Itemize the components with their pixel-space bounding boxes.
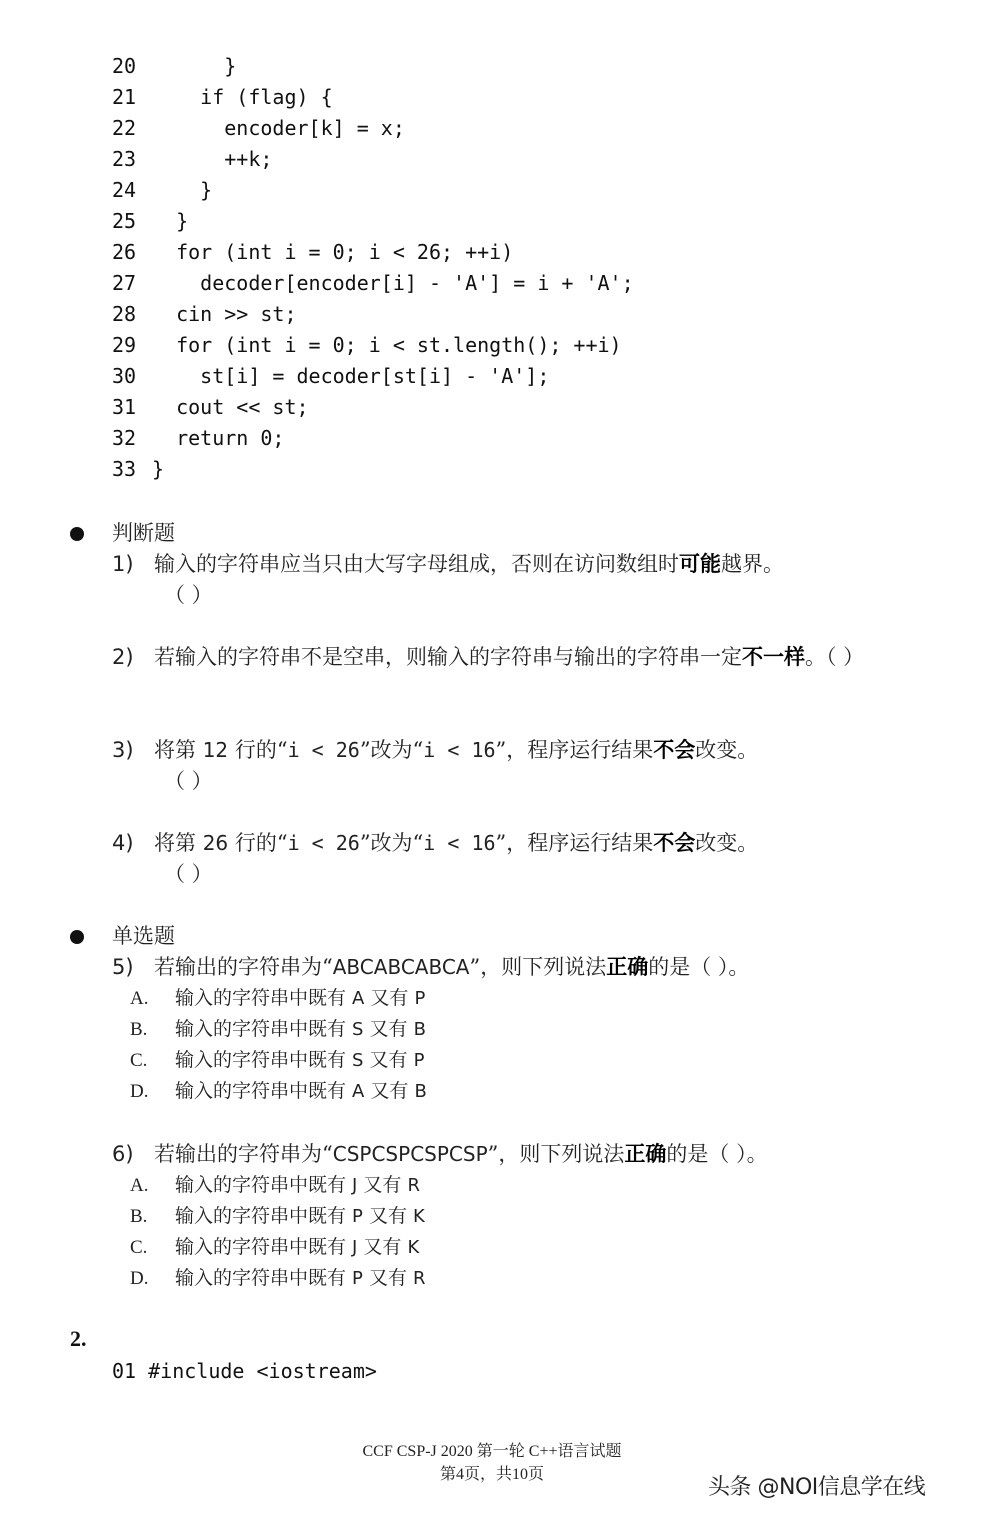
option-5d[interactable]: D. 输入的字符串中既有 A 又有 B xyxy=(130,1080,427,1102)
code-line: 21 if (flag) { xyxy=(112,85,333,109)
footer-page: 第4页，共10页 xyxy=(439,1466,544,1483)
code-line: 20 } xyxy=(112,54,237,78)
option-5c[interactable]: C. 输入的字符串中既有 S 又有 P xyxy=(130,1049,425,1071)
code-line: 22 encoder[k] = x; xyxy=(112,116,405,140)
code-line: 25 } xyxy=(112,209,189,233)
question-1: 1) 输入的字符串应当只由大写字母组成，否则在访问数组时可能越界。 （ ） xyxy=(112,549,882,611)
question-5: 5) 若输出的字符串为“ABCABCABCA”，则下列说法正确的是（ ）。 xyxy=(112,955,750,979)
code-line: 23 ++k; xyxy=(112,147,273,171)
code-line: 01 #include <iostream> xyxy=(112,1359,377,1383)
answer-blank[interactable]: （ ） xyxy=(164,583,213,607)
bullet-icon xyxy=(70,930,84,944)
section-title-judge: 判断题 xyxy=(112,521,175,545)
option-5a[interactable]: A. 输入的字符串中既有 A 又有 P xyxy=(130,987,426,1009)
part-number: 2. xyxy=(70,1326,87,1351)
section-title-single: 单选题 xyxy=(112,924,175,948)
footer-title: CCF CSP-J 2020 第一轮 C++语言试题 xyxy=(362,1443,622,1460)
question-4: 4) 将第 26 行的“i < 26”改为“i < 16”，程序运行结果不会改变。 （ ） xyxy=(112,828,882,890)
code-line: 32 return 0; xyxy=(112,426,285,450)
code-line: 33 } xyxy=(112,457,165,481)
option-6c[interactable]: C. 输入的字符串中既有 J 又有 K xyxy=(130,1236,420,1258)
code-line: 27 decoder[encoder[i] - 'A'] = i + 'A'; xyxy=(112,271,634,295)
option-5b[interactable]: B. 输入的字符串中既有 S 又有 B xyxy=(130,1018,426,1040)
question-3: 3) 将第 12 行的“i < 26”改为“i < 16”，程序运行结果不会改变。 （ ） xyxy=(112,735,882,797)
option-6b[interactable]: B. 输入的字符串中既有 P 又有 K xyxy=(130,1205,425,1227)
code-line: 28 cin >> st; xyxy=(112,302,297,326)
answer-blank[interactable]: （ ） xyxy=(164,862,213,886)
bullet-icon xyxy=(70,527,84,541)
answer-blank[interactable]: 。（ ） xyxy=(805,645,865,669)
option-6d[interactable]: D. 输入的字符串中既有 P 又有 R xyxy=(130,1267,426,1289)
code-line: 24 } xyxy=(112,178,213,202)
watermark: 头条 @NOI信息学在线 xyxy=(708,1475,926,1500)
code-line: 29 for (int i = 0; i < st.length(); ++i) xyxy=(112,333,622,357)
option-6a[interactable]: A. 输入的字符串中既有 J 又有 R xyxy=(130,1174,420,1196)
code-line: 26 for (int i = 0; i < 26; ++i) xyxy=(112,240,514,264)
code-line: 30 st[i] = decoder[st[i] - 'A']; xyxy=(112,364,550,388)
question-2: 2) 若输入的字符串不是空串，则输入的字符串与输出的字符串一定不一样。（ ） xyxy=(112,645,865,669)
code-line: 31 cout << st; xyxy=(112,395,309,419)
answer-blank[interactable]: （ ） xyxy=(164,769,213,793)
question-6: 6) 若输出的字符串为“CSPCSPCSPCSP”，则下列说法正确的是（ ）。 xyxy=(112,1142,768,1166)
